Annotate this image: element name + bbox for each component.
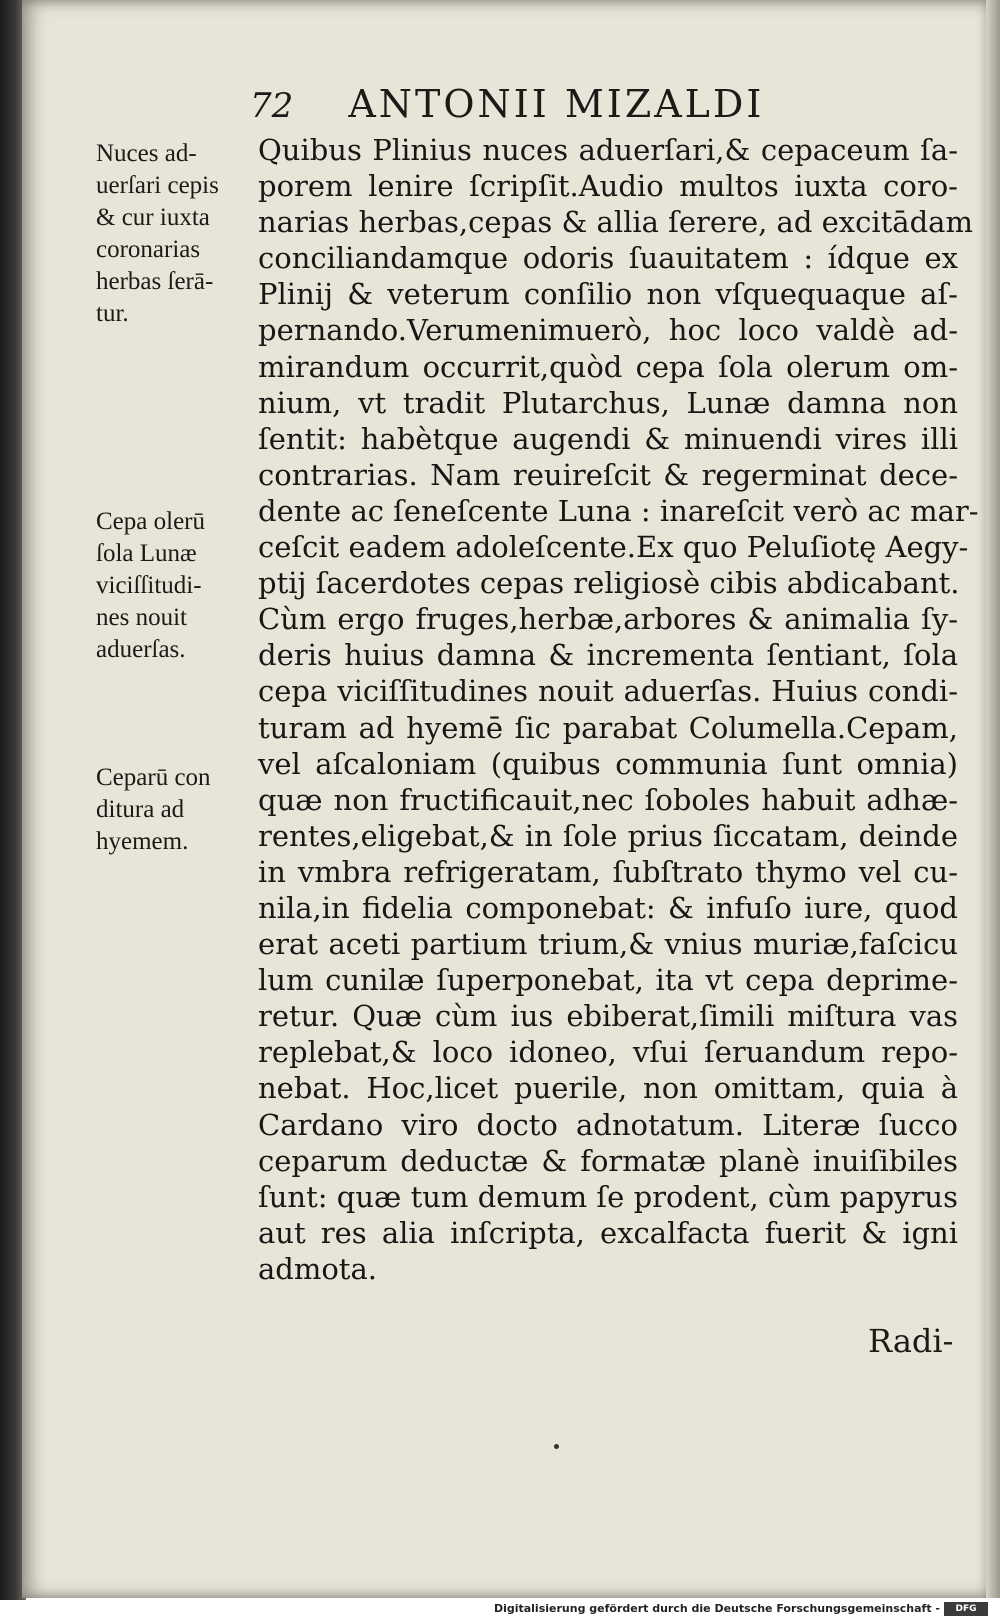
marginal-note-line: viciſſitudi- [96,572,202,599]
marginal-note-3 [96,762,266,858]
dfg-logo-icon: DFG [944,1602,988,1616]
text-line: pernando.Verumenimuerò, hoc loco valdè ad- [258,313,958,348]
marginal-note-line: tur. [96,300,129,327]
page-number: 72 [250,86,294,126]
text-line: mirandum occurrit,quòd cepa ſola olerum om- [258,349,958,384]
marginal-note-line: herbas ſerā- [96,268,214,295]
text-line: ſunt: quæ tum demum ſe prodent, cùm papyrus [258,1179,958,1214]
text-line: ptij ſacerdotes cepas religiosè cibis abdicabant. [258,566,960,601]
running-title: ANTONII MIZALDI [348,82,765,126]
text-line: contrarias. Nam reuireſcit & regerminat dece- [258,457,958,492]
text-line: lum cunilæ ſuperponebat, ita vt cepa deprime- [258,963,958,998]
marginal-note-line: ditura ad [96,796,185,823]
text-line: nila,in fidelia componebat: & infuſo iure, quod [258,890,958,925]
marginal-note-line: aduerſas. [96,636,186,663]
ink-speck [554,1444,559,1449]
marginal-note-line: Nuces ad- [96,140,197,167]
marginal-note-line: coronarias [96,236,201,263]
marginal-note-line: uerſari cepis [96,172,219,199]
page-edge [986,0,1000,1598]
text-line: vel aſcaloniam (quibus communia ſunt omnia) [258,746,958,781]
text-line: quæ non fructificauit,nec ſoboles habuit adhæ- [258,782,958,817]
text-line: porem lenire ſcripſit.Audio multos iuxta coro- [258,169,958,204]
text-line: retur. Quæ cùm ius ebiberat,ſimili miſtura vas [258,999,958,1034]
running-header [250,82,850,126]
text-line: nium, vt tradit Plutarchus, Lunæ damna non [258,385,958,420]
main-text-block [258,132,979,1287]
marginal-note-2 [96,506,266,666]
marginal-note-line: Ceparū con [96,764,211,791]
text-line: ceparum deductæ & formatæ planè inuiſibiles [258,1143,958,1178]
marginal-note-line: ſola Lunæ [96,540,197,567]
text-line: turam ad hyemē ſic parabat Columella.Cepam, [258,710,958,745]
text-line: dente ac ſeneſcente Luna : inareſcit verò ac mar- [258,493,979,528]
text-line: rentes,eligebat,& in ſole prius ſiccatam, deinde [258,818,958,853]
catchword: Radi- [868,1322,954,1360]
text-line: Cardano viro docto adnotatum. Literæ ſucco [258,1107,958,1142]
marginal-note-line: nes nouit [96,604,187,631]
marginal-note-line: Cepa olerū [96,508,205,535]
marginal-note-line: hyemem. [96,828,189,855]
text-line: conciliandamque odoris ſuauitatem : ídque ex [258,241,958,276]
text-line: narias herbas,cepas & allia ſerere, ad excitādam [258,205,973,240]
text-line: nebat. Hoc,licet puerile, non omittam, quia à [258,1071,958,1106]
text-line: Plinij & veterum conſilio non vſquequaque aſ- [258,277,958,312]
marginal-note-line: & cur iuxta [96,204,210,231]
funding-notice: Digitalisierung gefördert durch die Deutsche Forschungsgemeinschaft - [493,1602,940,1615]
text-line: in vmbra refrigeratam, ſubſtrato thymo vel cu- [258,854,958,889]
text-line: deris huius damna & incrementa ſentiant, ſola [258,638,958,673]
text-line: cepa viciſſitudines nouit aduerſas. Huius condi- [258,674,958,709]
text-line: erat aceti partium trium,& vnius muriæ,faſcicu [258,927,958,962]
text-line: Cùm ergo fruges,herbæ,arbores & animalia ſy- [258,602,958,637]
text-line: Quibus Plinius nuces aduerſari,& cepaceum ſa- [258,133,958,167]
text-line: replebat,& loco idoneo, vſui ſeruandum repo- [258,1035,958,1070]
text-line: admota. [258,1251,377,1286]
marginal-note-1 [96,138,266,330]
text-line: ceſcit eadem adoleſcente.Ex quo Peluſiotę Aegy- [258,530,969,565]
text-line: aut res alia inſcripta, excalfacta fuerit & igni [258,1215,958,1250]
text-line: ſentit: habètque augendi & minuendi vires illi [258,421,958,456]
